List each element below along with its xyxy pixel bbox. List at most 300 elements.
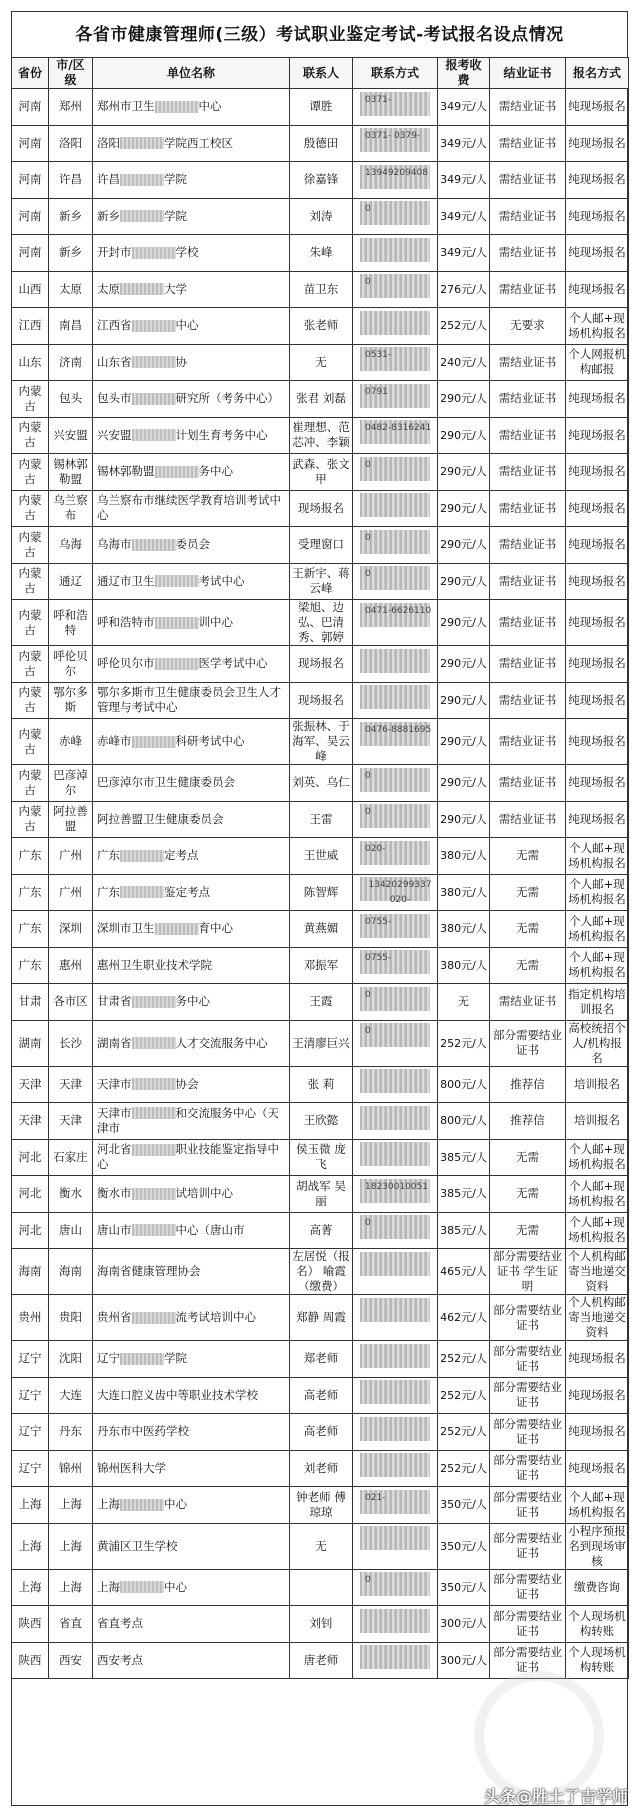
cell-phone	[353, 527, 438, 564]
table-row	[12, 947, 629, 984]
unit-name-start: 广东	[97, 884, 120, 899]
cell-fee: 350元/人	[438, 1487, 490, 1524]
phone-redacted	[355, 768, 435, 802]
header-fee: 报考收费	[438, 58, 490, 89]
cell-fee: 290元/人	[438, 381, 490, 418]
cell-fee: 380元/人	[438, 947, 490, 984]
cell-contact: 高老师	[290, 1377, 353, 1414]
cell-city: 鄂尔多斯	[49, 682, 93, 719]
cell-city: 沈阳	[49, 1341, 93, 1378]
cell-cert: 需结业证书	[490, 765, 566, 802]
cell-city: 兴安盟	[49, 417, 93, 454]
cell-city: 广州	[49, 874, 93, 911]
cell-cert: 需结业证书	[490, 198, 566, 235]
cell-cert: 需结业证书	[490, 89, 566, 126]
cell-province: 内蒙古	[12, 417, 49, 454]
table-row	[12, 1249, 629, 1295]
cell-fee: 240元/人	[438, 344, 490, 381]
phone-redaction-block	[360, 1609, 430, 1633]
cell-phone	[353, 1066, 438, 1103]
cell-fee: 290元/人	[438, 801, 490, 838]
phone-redacted	[355, 603, 435, 646]
cell-city: 新乡	[49, 235, 93, 272]
unit-name-start: 省直考点	[97, 1616, 143, 1631]
redaction-block	[155, 575, 199, 587]
cell-city: 许昌	[49, 162, 93, 199]
unit-name-start: 乌海市	[97, 537, 132, 552]
cell-contact: 高老师	[290, 1414, 353, 1451]
phone-partial-text: 0531-	[365, 350, 392, 360]
cell-contact: 邓振军	[290, 947, 353, 984]
cell-contact: 武森、张文甲	[290, 454, 353, 491]
cell-unit	[93, 646, 290, 683]
redaction-block	[132, 1144, 176, 1156]
cell-cert: 部分需要结业证书	[490, 1450, 566, 1487]
redaction-block	[155, 466, 199, 478]
phone-redaction-block	[360, 1417, 430, 1441]
cell-contact: 崔理想、范芯冲、李颖	[290, 417, 353, 454]
phone-redacted	[355, 420, 435, 454]
phone-redacted	[355, 914, 435, 948]
unit-name-end: 学院	[164, 1351, 187, 1366]
cell-mode: 纯现场报名	[566, 235, 629, 272]
unit-name-end: 学校	[175, 245, 199, 260]
header-province: 省份	[12, 58, 49, 89]
cell-unit	[93, 1341, 290, 1378]
redaction-block	[155, 101, 199, 113]
cell-phone	[353, 271, 438, 308]
unit-name-start: 开封市	[97, 245, 132, 260]
cell-province: 内蒙古	[12, 454, 49, 491]
cell-city: 各市区	[49, 984, 93, 1021]
phone-redacted	[355, 1252, 435, 1295]
cell-fee: 252元/人	[438, 1341, 490, 1378]
redaction-block	[132, 736, 176, 748]
cell-cert: 需结业证书	[490, 801, 566, 838]
cell-province: 上海	[12, 1569, 49, 1606]
phone-redacted	[355, 685, 435, 719]
unit-name-start: 兴安盟	[97, 427, 132, 442]
cell-mode: 纯现场报名	[566, 125, 629, 162]
phone-redaction-block	[360, 1380, 430, 1404]
cell-unit	[93, 1249, 290, 1295]
cell-mode: 纯现场报名	[566, 719, 629, 765]
cell-city: 大连	[49, 1377, 93, 1414]
cell-fee: 380元/人	[438, 911, 490, 948]
cell-city: 天津	[49, 1103, 93, 1140]
cell-mode: 个人邮+现场机构报名	[566, 1139, 629, 1176]
cell-cert: 需结业证书	[490, 271, 566, 308]
cell-phone	[353, 838, 438, 875]
phone-redacted	[355, 457, 435, 491]
unit-name-start: 丹东市中医药学校	[97, 1424, 189, 1439]
cell-mode: 纯现场报名	[566, 600, 629, 646]
phone-partial-text: 0	[365, 1575, 371, 1585]
unit-name-start: 海南省健康管理协会	[97, 1264, 201, 1278]
unit-name-end: 大学	[164, 281, 187, 296]
unit-name-end: 协	[175, 354, 187, 369]
cell-cert: 需结业证书	[490, 600, 566, 646]
cell-fee: 380元/人	[438, 874, 490, 911]
cell-city: 通辽	[49, 563, 93, 600]
cell-mode: 个人现场机构转账	[566, 1606, 629, 1643]
cell-contact: 殷德田	[290, 125, 353, 162]
unit-name-start: 洛阳	[97, 135, 120, 150]
cell-city: 乌兰察布	[49, 490, 93, 527]
cell-phone	[353, 162, 438, 199]
unit-name-start: 大连口腔义齿中等职业技术学校	[97, 1387, 258, 1402]
cell-fee: 300元/人	[438, 1642, 490, 1679]
cell-fee: 349元/人	[438, 235, 490, 272]
table-row	[12, 235, 629, 272]
cell-mode: 纯现场报名	[566, 490, 629, 527]
cell-city: 锡林郭勒盟	[49, 454, 93, 491]
cell-mode: 缴费咨询	[566, 1569, 629, 1606]
cell-mode: 个人现场机构转账	[566, 1642, 629, 1679]
cell-unit	[93, 1377, 290, 1414]
cell-contact: 唐老师	[290, 1642, 353, 1679]
cell-mode: 个人邮+现场机构报名	[566, 308, 629, 345]
phone-redaction-block	[360, 1298, 430, 1322]
unit-name-start: 惠州卫生职业技术学院	[97, 957, 212, 972]
cell-city: 巴彦淖尔	[49, 765, 93, 802]
table-row	[12, 89, 629, 126]
unit-name-start: 湖南省	[97, 1035, 132, 1050]
header-phone: 联系方式	[353, 58, 438, 89]
cell-unit	[93, 527, 290, 564]
redaction-block	[132, 320, 176, 332]
phone-redacted	[355, 1417, 435, 1451]
phone-partial-text: 0791	[365, 386, 388, 397]
cell-city: 天津	[49, 1066, 93, 1103]
phone-partial-text: 0	[365, 1218, 371, 1228]
unit-name-start: 天津市	[97, 1076, 132, 1091]
unit-name-end: 考试中心	[198, 573, 245, 588]
page-title: 各省市健康管理师(三级）考试职业鉴定考试-考试报名设点情况	[75, 25, 564, 45]
redaction-block	[120, 137, 164, 149]
unit-name-start: 天津市	[97, 1105, 132, 1120]
cell-unit	[93, 198, 290, 235]
cell-mode: 纯现场报名	[566, 198, 629, 235]
header-contact: 联系人	[290, 58, 353, 89]
cell-phone	[353, 490, 438, 527]
cell-mode: 个人机构邮寄当地递交资料	[566, 1249, 629, 1295]
cell-province: 内蒙古	[12, 527, 49, 564]
cell-city: 上海	[49, 1487, 93, 1524]
cell-fee: 349元/人	[438, 89, 490, 126]
unit-name-start: 太原	[97, 281, 120, 296]
cell-contact: 徐嘉锋	[290, 162, 353, 199]
cell-phone	[353, 1103, 438, 1140]
phone-redacted	[355, 649, 435, 683]
cell-city: 南昌	[49, 308, 93, 345]
cell-cert: 推荐信	[490, 1103, 566, 1140]
cell-fee: 252元/人	[438, 1020, 490, 1066]
unit-name-end: 学院	[164, 172, 187, 187]
table-row	[12, 527, 629, 564]
phone-redacted	[355, 566, 435, 600]
cell-fee: 349元/人	[438, 198, 490, 235]
phone-partial-text: 020-	[365, 843, 386, 854]
cell-fee: 252元/人	[438, 1414, 490, 1451]
cell-cert: 无要求	[490, 308, 566, 345]
cell-mode: 纯现场报名	[566, 646, 629, 683]
cell-mode: 纯现场报名	[566, 682, 629, 719]
cell-province: 河南	[12, 162, 49, 199]
cell-cert: 无需	[490, 874, 566, 911]
cell-phone	[353, 646, 438, 683]
phone-partial-text: 0	[365, 1026, 371, 1036]
redaction-block	[132, 393, 176, 405]
unit-name-start: 通辽市卫生	[97, 573, 155, 588]
unit-name-end: 和交流服务中心（天津市	[97, 1105, 279, 1135]
phone-partial-text: 18230010051	[365, 1181, 428, 1192]
cell-mode: 高校统招个人/机构报名	[566, 1020, 629, 1066]
phone-redaction-block	[360, 238, 430, 262]
unit-name-end: 中心（唐山市	[175, 1222, 245, 1237]
cell-province: 内蒙古	[12, 600, 49, 646]
cell-contact: 郑老师	[290, 1341, 353, 1378]
table-row	[12, 381, 629, 418]
cell-unit	[93, 162, 290, 199]
unit-name-start: 西安考点	[97, 1652, 143, 1667]
phone-redacted	[355, 493, 435, 527]
cell-mode: 培训报名	[566, 1066, 629, 1103]
cell-unit	[93, 271, 290, 308]
table-row	[12, 1066, 629, 1103]
cell-fee: 800元/人	[438, 1066, 490, 1103]
cell-city: 石家庄	[49, 1139, 93, 1176]
cell-phone	[353, 381, 438, 418]
cell-phone	[353, 1606, 438, 1643]
cell-fee: 462元/人	[438, 1295, 490, 1341]
cell-unit	[93, 1020, 290, 1066]
cell-phone	[353, 1487, 438, 1524]
cell-city: 呼伦贝尔	[49, 646, 93, 683]
cell-phone	[353, 1377, 438, 1414]
cell-mode: 纯现场报名	[566, 563, 629, 600]
unit-name-end: 试培训中心	[175, 1186, 233, 1201]
redaction-block	[120, 886, 164, 898]
cell-province: 广东	[12, 947, 49, 984]
table-row	[12, 344, 629, 381]
phone-redaction-block	[360, 1344, 430, 1368]
cell-province: 辽宁	[12, 1450, 49, 1487]
cell-city: 贵阳	[49, 1295, 93, 1341]
cell-province: 海南	[12, 1249, 49, 1295]
cell-contact: 无	[290, 344, 353, 381]
cell-contact: 受理窗口	[290, 527, 353, 564]
cell-phone	[353, 765, 438, 802]
cell-province: 天津	[12, 1103, 49, 1140]
cell-province: 天津	[12, 1066, 49, 1103]
cell-city: 上海	[49, 1523, 93, 1569]
unit-name-end: 务中心	[198, 464, 233, 479]
cell-fee: 252元/人	[438, 1377, 490, 1414]
unit-name-start: 黄浦区卫生学校	[97, 1538, 178, 1553]
redaction-block	[132, 1312, 176, 1324]
cell-fee: 290元/人	[438, 563, 490, 600]
table-body	[12, 89, 629, 1679]
cell-cert: 无需	[490, 1139, 566, 1176]
cell-mode: 个人邮+现场机构报名	[566, 1212, 629, 1249]
redaction-block	[132, 247, 176, 259]
unit-name-start: 新乡	[97, 208, 120, 223]
cell-cert: 无需	[490, 1212, 566, 1249]
cell-province: 广东	[12, 911, 49, 948]
redaction-block	[120, 1581, 164, 1593]
phone-redaction-block	[360, 1142, 430, 1166]
phone-redaction-block	[360, 311, 430, 335]
cell-phone	[353, 1341, 438, 1378]
phone-redacted	[355, 165, 435, 199]
cell-fee: 290元/人	[438, 417, 490, 454]
table-row	[12, 1212, 629, 1249]
cell-cert: 无需	[490, 947, 566, 984]
cell-contact: 王新宇、蒋云峰	[290, 563, 353, 600]
cell-fee: 350元/人	[438, 1523, 490, 1569]
cell-cert: 需结业证书	[490, 235, 566, 272]
cell-unit	[93, 719, 290, 765]
cell-mode: 个人邮+现场机构报名	[566, 911, 629, 948]
cell-province: 上海	[12, 1523, 49, 1569]
redaction-block	[120, 1353, 164, 1365]
cell-unit	[93, 984, 290, 1021]
cell-mode: 指定机构培训报名	[566, 984, 629, 1021]
cell-province: 江西	[12, 308, 49, 345]
cell-province: 内蒙古	[12, 381, 49, 418]
cell-fee: 290元/人	[438, 527, 490, 564]
cell-province: 陕西	[12, 1606, 49, 1643]
unit-name-start: 阿拉善盟卫生健康委员会	[97, 811, 224, 826]
table-row	[12, 765, 629, 802]
cell-fee: 290元/人	[438, 490, 490, 527]
cell-contact: 王清廖巨兴	[290, 1020, 353, 1066]
table-header-row	[12, 58, 629, 89]
unit-name-start: 锡林郭勒盟	[97, 464, 155, 479]
cell-cert: 推荐信	[490, 1066, 566, 1103]
cell-cert: 部分需要结业证书	[490, 1642, 566, 1679]
unit-name-start: 甘肃省	[97, 994, 132, 1009]
table-row	[12, 984, 629, 1021]
cell-city: 广州	[49, 838, 93, 875]
cell-fee: 252元/人	[438, 308, 490, 345]
cell-fee: 465元/人	[438, 1249, 490, 1295]
phone-partial-text: 0482-8316241	[365, 423, 432, 433]
phone-redaction-block	[360, 649, 430, 673]
table-row	[12, 682, 629, 719]
cell-province: 河南	[12, 89, 49, 126]
cell-phone	[353, 682, 438, 719]
redaction-block	[120, 174, 164, 186]
cell-mode: 纯现场报名	[566, 801, 629, 838]
phone-partial-text: 021-	[365, 1492, 386, 1503]
cell-unit	[93, 1066, 290, 1103]
cell-unit	[93, 490, 290, 527]
cell-city: 济南	[49, 344, 93, 381]
cell-cert: 部分需要结业证书	[490, 1523, 566, 1569]
cell-contact: 梁旭、边弘、巴清秀、郭婷	[290, 600, 353, 646]
cell-unit	[93, 1642, 290, 1679]
cell-mode: 纯现场报名	[566, 1341, 629, 1378]
cell-contact: 无	[290, 1523, 353, 1569]
cell-unit	[93, 874, 290, 911]
cell-cert: 无需	[490, 1176, 566, 1213]
table-row	[12, 1139, 629, 1176]
cell-cert: 需结业证书	[490, 162, 566, 199]
phone-redaction-block	[360, 1069, 430, 1093]
table-row	[12, 1103, 629, 1140]
phone-partial-text: 13949209408	[365, 167, 428, 178]
phone-redaction-block	[360, 1453, 430, 1477]
unit-name-end: 计划生育考务中心	[175, 427, 268, 442]
phone-partial-text: 0476-8881695	[365, 724, 432, 735]
cell-province: 河南	[12, 125, 49, 162]
cell-unit	[93, 89, 290, 126]
unit-name-end: 定考点	[164, 848, 199, 863]
cell-fee: 385元/人	[438, 1139, 490, 1176]
unit-name-end: 学院西工校区	[164, 135, 233, 150]
cell-phone	[353, 801, 438, 838]
unit-name-start: 上海	[97, 1579, 120, 1594]
cell-fee: 290元/人	[438, 646, 490, 683]
redaction-block	[155, 617, 199, 629]
cell-unit	[93, 308, 290, 345]
cell-city: 惠州	[49, 947, 93, 984]
table-row	[12, 838, 629, 875]
cell-contact: 刘涛	[290, 198, 353, 235]
table-row	[12, 1569, 629, 1606]
redaction-block	[120, 283, 164, 295]
cell-city: 郑州	[49, 89, 93, 126]
phone-redaction-block	[360, 1526, 430, 1550]
cell-fee: 290元/人	[438, 765, 490, 802]
cell-cert: 需结业证书	[490, 719, 566, 765]
redaction-block	[132, 356, 176, 368]
cell-contact: 刘钊	[290, 1606, 353, 1643]
cell-contact: 张老师	[290, 308, 353, 345]
phone-partial-text: 0	[365, 204, 371, 214]
cell-unit	[93, 344, 290, 381]
cell-cert: 无需	[490, 838, 566, 875]
table-row	[12, 801, 629, 838]
phone-redacted	[355, 1023, 435, 1066]
unit-name-end: 流考试培训中心	[175, 1310, 256, 1324]
phone-redacted	[355, 1179, 435, 1213]
cell-contact: 钟老师 傅琼琼	[290, 1487, 353, 1524]
cell-province: 内蒙古	[12, 719, 49, 765]
unit-name-end: 研究所（考务中心）	[175, 391, 279, 406]
cell-fee: 385元/人	[438, 1176, 490, 1213]
phone-redacted	[355, 1215, 435, 1249]
table-row	[12, 1377, 629, 1414]
phone-redacted	[355, 274, 435, 308]
cell-contact: 张振林、于海军、吴云峰	[290, 719, 353, 765]
cell-fee: 350元/人	[438, 1569, 490, 1606]
cell-unit	[93, 947, 290, 984]
unit-name-start: 贵州省	[97, 1310, 132, 1324]
cell-contact: 刘英、乌仁	[290, 765, 353, 802]
cell-province: 内蒙古	[12, 682, 49, 719]
phone-redacted	[355, 722, 435, 765]
cell-contact: 王欣懿	[290, 1103, 353, 1140]
phone-redacted	[355, 1490, 435, 1524]
cell-contact: 苗卫东	[290, 271, 353, 308]
phone-redacted	[355, 311, 435, 345]
cell-unit	[93, 838, 290, 875]
phone-redaction-block	[360, 1252, 430, 1276]
unit-name-start: 唐山市	[97, 1222, 132, 1237]
